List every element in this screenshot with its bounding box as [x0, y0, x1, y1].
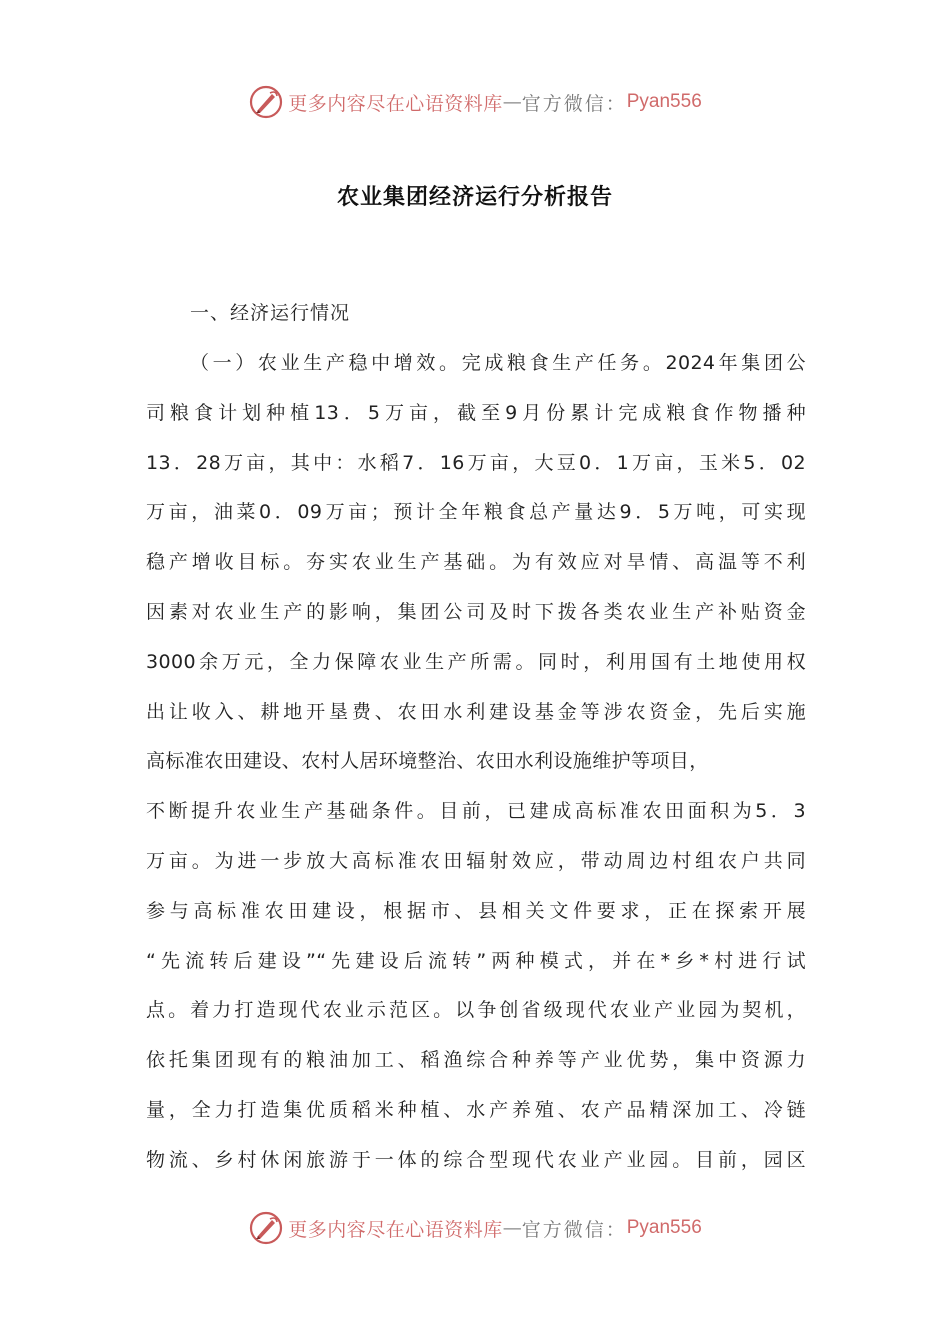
watermark-wechat-label: 官方微信：	[521, 1218, 627, 1241]
watermark-separator: —	[502, 1217, 522, 1239]
document-title: 农业集团经济运行分析报告	[336, 185, 613, 210]
section-heading: 一、经济运行情况	[190, 302, 351, 324]
body-paragraph	[146, 345, 806, 1192]
paragraph-line: 万亩。为进一步放大高标准农田辐射效应，带动周边村组农户共同	[146, 849, 806, 872]
paragraph-line: 参与高标准农田建设，根据市、县相关文件要求，正在探索开展	[146, 899, 806, 922]
pen-logo-icon	[248, 1210, 284, 1246]
footer-watermark	[0, 1206, 950, 1250]
paragraph-line: 因素对农业生产的影响，集团公司及时下拨各类农业生产补贴资金	[146, 600, 806, 623]
paragraph-line: 点。着力打造现代农业示范区。以争创省级现代农业产业园为契机，	[146, 999, 806, 1022]
paragraph-line: 物流、乡村休闲旅游于一体的综合型现代农业产业园。目前，园区	[146, 1148, 806, 1171]
paragraph-line: 高标准农田建设、农村人居环境整治、农田水利设施维护等项目，	[146, 750, 709, 773]
watermark-site-text: 更多内容尽在心语资料库	[288, 92, 503, 115]
paragraph-line: 不断提升农业生产基础条件。目前，已建成高标准农田面积为5．3	[146, 800, 806, 823]
paragraph-line: 万亩，油菜0．09万亩；预计全年粮食总产量达9．5万吨，可实现	[146, 501, 806, 524]
paragraph-line: 13．28万亩，其中：水稻7．16万亩，大豆0．1万亩，玉米5．02	[146, 451, 806, 474]
watermark-wechat-id: Pyan556	[626, 1217, 702, 1238]
paragraph-line: 量，全力打造集优质稻米种植、水产养殖、农产品精深加工、冷链	[146, 1098, 806, 1121]
paragraph-line: 3000余万元，全力保障农业生产所需。同时，利用国有土地使用权	[146, 650, 806, 673]
watermark-wechat-label: 官方微信：	[521, 92, 627, 115]
paragraph-line: （一）农业生产稳中增效。完成粮食生产任务。2024年集团公	[190, 352, 806, 374]
paragraph-line: “先流转后建设”“先建设后流转”两种模式，并在*乡*村进行试	[146, 949, 806, 972]
watermark-site-text: 更多内容尽在心语资料库	[288, 1218, 503, 1241]
pen-logo-icon	[248, 84, 284, 120]
paragraph-line: 出让收入、耕地开垦费、农田水利建设基金等涉农资金，先后实施	[146, 700, 806, 723]
watermark-separator: —	[502, 91, 522, 113]
paragraph-line: 司粮食计划种植13．5万亩，截至9月份累计完成粮食作物播种	[146, 401, 806, 424]
paragraph-line: 依托集团现有的粮油加工、稻渔综合种养等产业优势，集中资源力	[146, 1049, 806, 1072]
header-watermark	[0, 80, 950, 124]
paragraph-line: 稳产增收目标。夯实农业生产基础。为有效应对旱情、高温等不利	[146, 551, 806, 574]
watermark-wechat-id: Pyan556	[626, 91, 702, 112]
